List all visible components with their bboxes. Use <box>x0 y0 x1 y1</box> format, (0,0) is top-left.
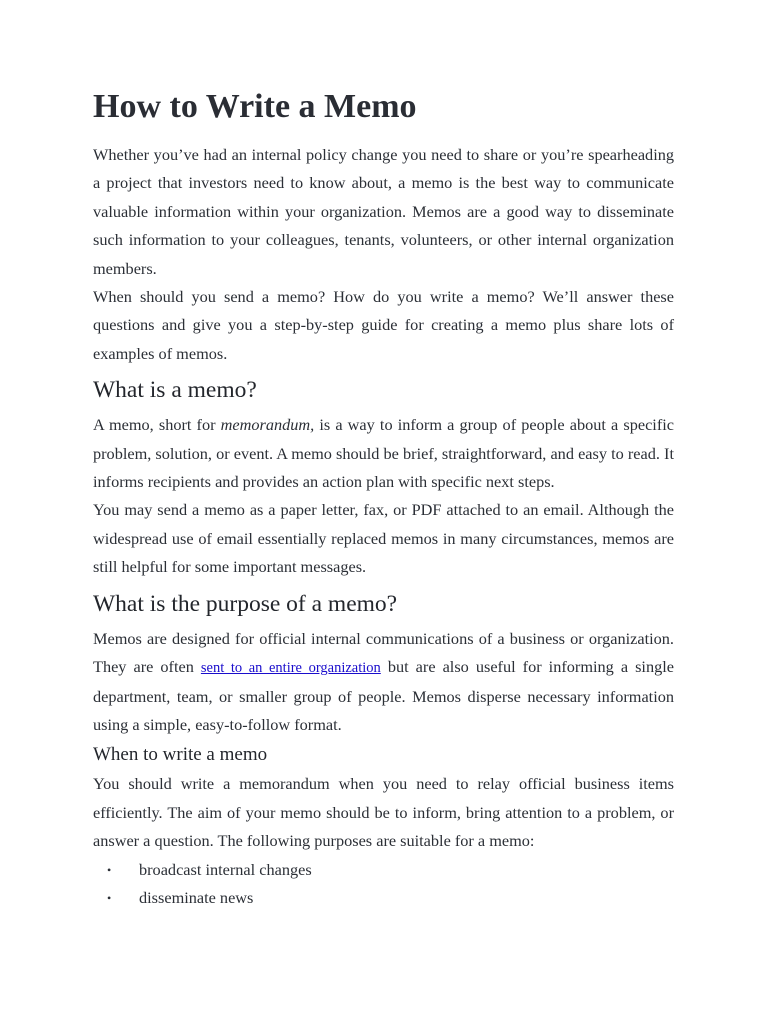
purpose-text-before: Memos are designed for official internal communications of a business or organization. They are often <box>93 628 674 677</box>
purpose-paragraph <box>93 625 674 740</box>
list-item <box>93 856 674 884</box>
heading-when-to-write: When to write a memo <box>93 744 268 766</box>
document-page <box>93 84 674 912</box>
bullet-icon: • <box>107 890 112 905</box>
what-paragraph-1 <box>93 411 674 496</box>
intro-paragraph-2: When should you send a memo? How do you write a memo? We’ll answer these questions and give you a step-by-step guide for creating a memo plus share lots of examples of memos. <box>93 287 674 363</box>
heading-what-is-a-memo: What is a memo? <box>93 377 257 404</box>
memorandum-emphasis: memorandum, <box>220 415 315 435</box>
what-p1-text-after: is a way to inform a group of people about a specific problem, solution, or event. A memo should be brief, straightforward, and easy to read. It informs recipients and provides an action plan with specific next steps. <box>93 415 675 492</box>
heading-purpose-of-memo: What is the purpose of a memo? <box>93 590 398 617</box>
what-paragraph-2: You may send a memo as a paper letter, fax, or PDF attached to an email. Although the widespread use of email essentially replaced memos in many circumstances, memos are still helpful for some important messages. <box>93 500 674 577</box>
list-item-text: broadcast internal changes <box>139 859 312 879</box>
list-item <box>93 884 674 912</box>
what-p1-text-before: A memo, short for <box>93 415 221 435</box>
page-title: How to Write a Memo <box>93 88 417 125</box>
purpose-bullet-list <box>93 856 674 913</box>
intro-paragraph-1: Whether you’ve had an internal policy change you need to share or you’re spearheading a project that investors need to know about, a memo is the best way to communicate valuable information within your organization. Memos are a good way to disseminate such information to your colleagues, tenants, volunteers, or other internal organization members. <box>93 145 674 278</box>
when-paragraph: You should write a memorandum when you need to relay official business items efficiently. The aim of your memo should be to inform, bring attention to a problem, or answer a question. The following purposes are suitable for a memo: <box>93 774 674 851</box>
list-item-text: disseminate news <box>139 887 254 907</box>
bullet-icon: • <box>107 862 112 877</box>
sent-to-organization-link[interactable]: sent to an entire organization <box>200 660 381 677</box>
purpose-text-after: but are also useful for informing a single department, team, or smaller group of people. Memos disperse necessary information using a simple, easy-to-follow format. <box>93 657 674 734</box>
